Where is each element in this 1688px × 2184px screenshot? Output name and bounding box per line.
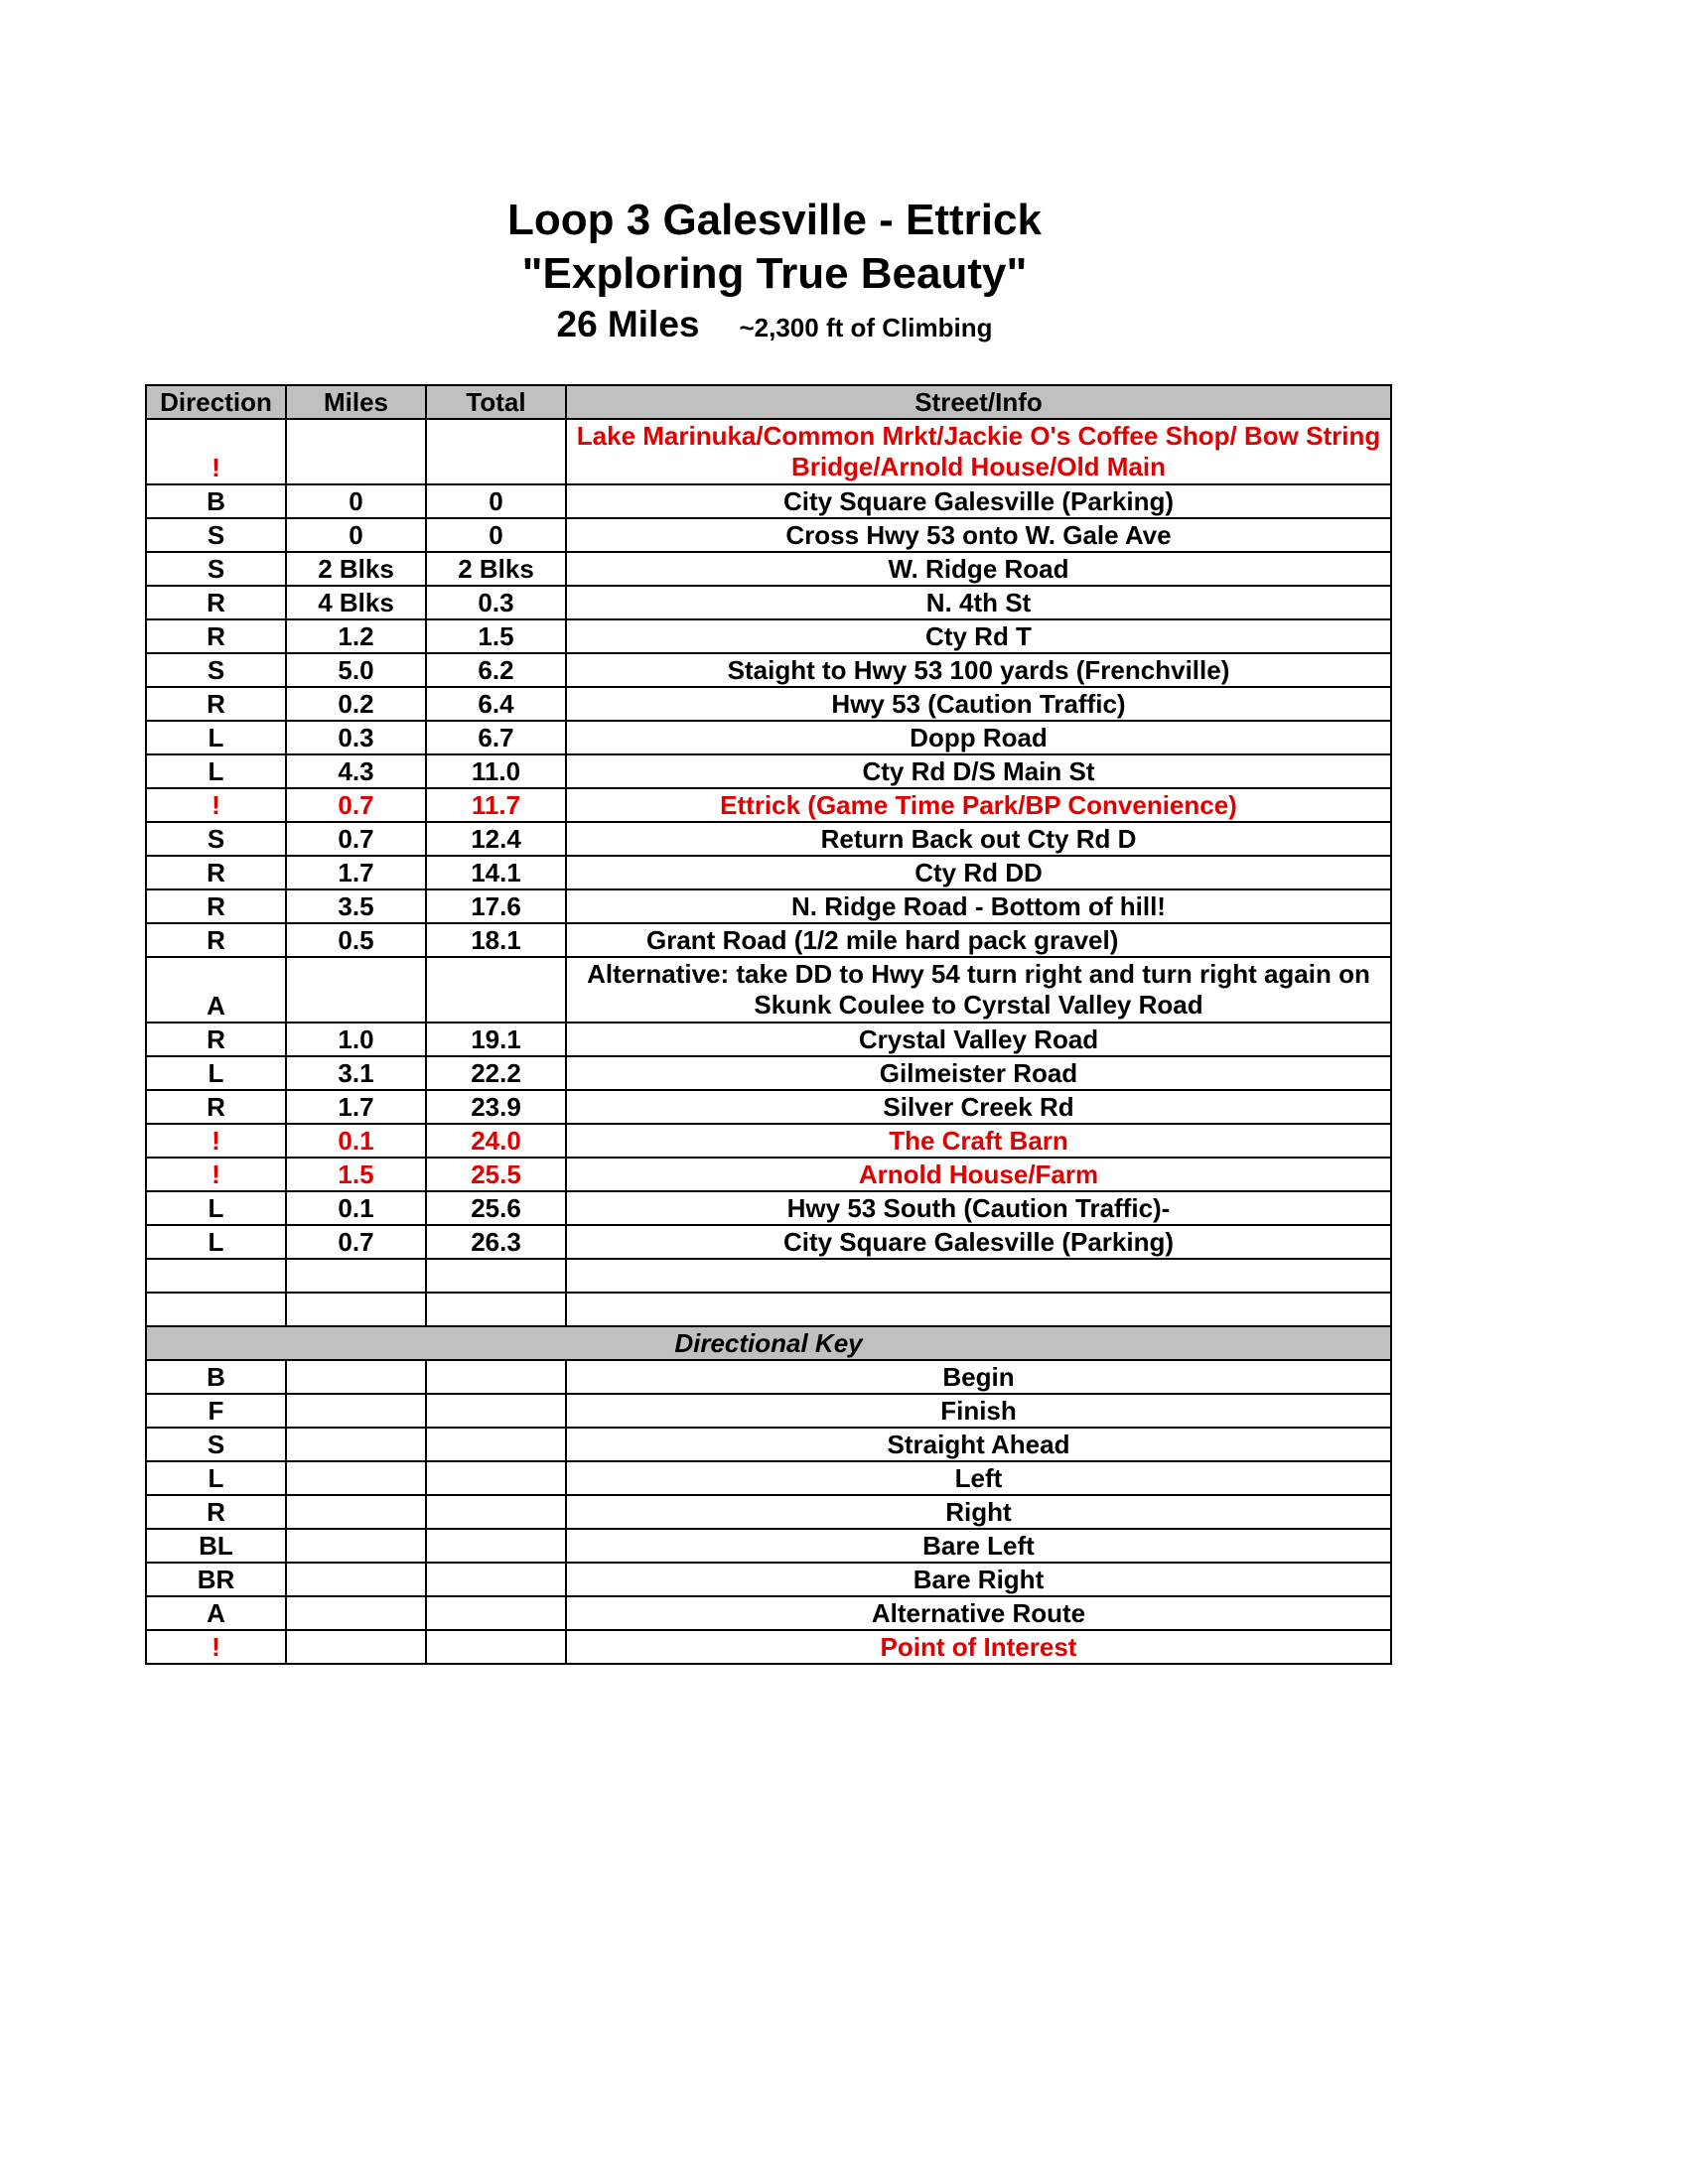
empty-cell bbox=[146, 1293, 286, 1326]
cue-miles: 0.2 bbox=[286, 687, 426, 721]
cue-info: Dopp Road bbox=[566, 721, 1391, 754]
route-distance: 26 Miles bbox=[556, 304, 700, 344]
key-code: B bbox=[146, 1360, 286, 1394]
cue-info: N. Ridge Road - Bottom of hill! bbox=[566, 889, 1391, 923]
cue-total bbox=[426, 957, 566, 1023]
cue-direction: R bbox=[146, 687, 286, 721]
empty-cell bbox=[426, 1394, 566, 1428]
cue-direction: R bbox=[146, 889, 286, 923]
cue-row bbox=[146, 957, 1391, 1023]
cue-direction: S bbox=[146, 552, 286, 586]
cue-miles bbox=[286, 419, 426, 484]
empty-cell bbox=[426, 1563, 566, 1596]
key-meaning: Finish bbox=[566, 1394, 1391, 1428]
cue-row bbox=[146, 856, 1391, 889]
key-row bbox=[146, 1495, 1391, 1529]
key-meaning: Right bbox=[566, 1495, 1391, 1529]
key-meaning: Alternative Route bbox=[566, 1596, 1391, 1630]
cue-row bbox=[146, 1124, 1391, 1158]
cue-direction: ! bbox=[146, 1124, 286, 1158]
empty-cell bbox=[426, 1495, 566, 1529]
empty-cell bbox=[286, 1630, 426, 1664]
cue-info: W. Ridge Road bbox=[566, 552, 1391, 586]
cue-row bbox=[146, 1158, 1391, 1191]
cue-total: 0 bbox=[426, 484, 566, 518]
cue-direction: L bbox=[146, 1225, 286, 1259]
empty-cell bbox=[426, 1461, 566, 1495]
header-total: Total bbox=[426, 385, 566, 419]
cue-direction: L bbox=[146, 721, 286, 754]
cue-row bbox=[146, 518, 1391, 552]
cue-direction: R bbox=[146, 1023, 286, 1056]
cue-total bbox=[426, 419, 566, 484]
cue-row bbox=[146, 586, 1391, 619]
empty-cell bbox=[286, 1563, 426, 1596]
key-row bbox=[146, 1461, 1391, 1495]
key-meaning: Straight Ahead bbox=[566, 1428, 1391, 1461]
cue-miles: 2 Blks bbox=[286, 552, 426, 586]
key-code: F bbox=[146, 1394, 286, 1428]
cue-info: Lake Marinuka/Common Mrkt/Jackie O's Coffee Shop/ Bow String Bridge/Arnold House/Old Main bbox=[566, 419, 1391, 484]
cue-info: Ettrick (Game Time Park/BP Convenience) bbox=[566, 788, 1391, 822]
cue-miles: 4 Blks bbox=[286, 586, 426, 619]
key-code: BR bbox=[146, 1563, 286, 1596]
cue-miles: 5.0 bbox=[286, 653, 426, 687]
cue-info: Hwy 53 South (Caution Traffic)- bbox=[566, 1191, 1391, 1225]
cue-row bbox=[146, 822, 1391, 856]
route-subtitle: "Exploring True Beauty" bbox=[521, 249, 1028, 298]
cue-row bbox=[146, 721, 1391, 754]
key-meaning: Bare Right bbox=[566, 1563, 1391, 1596]
cue-direction: L bbox=[146, 1056, 286, 1090]
cue-miles: 0.5 bbox=[286, 923, 426, 957]
key-row bbox=[146, 1630, 1391, 1664]
cue-info: Gilmeister Road bbox=[566, 1056, 1391, 1090]
route-summary bbox=[0, 302, 1549, 350]
cue-info: Staight to Hwy 53 100 yards (Frenchville) bbox=[566, 653, 1391, 687]
key-code: A bbox=[146, 1596, 286, 1630]
cue-total: 23.9 bbox=[426, 1090, 566, 1124]
key-code: R bbox=[146, 1495, 286, 1529]
header-miles: Miles bbox=[286, 385, 426, 419]
cue-row bbox=[146, 754, 1391, 788]
cue-miles: 0.7 bbox=[286, 822, 426, 856]
empty-cell bbox=[286, 1461, 426, 1495]
cue-total: 2 Blks bbox=[426, 552, 566, 586]
cue-row bbox=[146, 1090, 1391, 1124]
empty-cell bbox=[286, 1293, 426, 1326]
cue-total: 25.5 bbox=[426, 1158, 566, 1191]
cue-info: Crystal Valley Road bbox=[566, 1023, 1391, 1056]
key-meaning: Point of Interest bbox=[566, 1630, 1391, 1664]
empty-cell bbox=[426, 1596, 566, 1630]
cue-row bbox=[146, 484, 1391, 518]
cue-direction: R bbox=[146, 856, 286, 889]
cue-direction: R bbox=[146, 619, 286, 653]
cue-direction: B bbox=[146, 484, 286, 518]
route-title: Loop 3 Galesville - Ettrick bbox=[507, 196, 1042, 244]
header-info: Street/Info bbox=[566, 385, 1391, 419]
cue-miles: 0.3 bbox=[286, 721, 426, 754]
cue-total: 6.2 bbox=[426, 653, 566, 687]
cue-total: 11.0 bbox=[426, 754, 566, 788]
cue-row bbox=[146, 653, 1391, 687]
cue-direction: L bbox=[146, 754, 286, 788]
key-meaning: Begin bbox=[566, 1360, 1391, 1394]
key-code: S bbox=[146, 1428, 286, 1461]
empty-row bbox=[146, 1259, 1391, 1293]
cue-total: 25.6 bbox=[426, 1191, 566, 1225]
cue-miles: 1.5 bbox=[286, 1158, 426, 1191]
empty-cell bbox=[286, 1259, 426, 1293]
key-code: ! bbox=[146, 1630, 286, 1664]
cue-miles: 0.1 bbox=[286, 1191, 426, 1225]
cue-direction: S bbox=[146, 822, 286, 856]
cue-row bbox=[146, 619, 1391, 653]
empty-cell bbox=[146, 1259, 286, 1293]
cue-total: 14.1 bbox=[426, 856, 566, 889]
empty-cell bbox=[426, 1293, 566, 1326]
key-title: Directional Key bbox=[146, 1326, 1391, 1360]
cue-info: Silver Creek Rd bbox=[566, 1090, 1391, 1124]
cue-row bbox=[146, 687, 1391, 721]
empty-cell bbox=[286, 1360, 426, 1394]
route-climbing: ~2,300 ft of Climbing bbox=[739, 313, 993, 342]
table-header-row bbox=[146, 385, 1391, 419]
cue-total: 0 bbox=[426, 518, 566, 552]
key-code: L bbox=[146, 1461, 286, 1495]
cue-info: The Craft Barn bbox=[566, 1124, 1391, 1158]
cue-total: 6.7 bbox=[426, 721, 566, 754]
key-meaning: Bare Left bbox=[566, 1529, 1391, 1563]
key-row bbox=[146, 1529, 1391, 1563]
empty-cell bbox=[426, 1630, 566, 1664]
cue-info: Grant Road (1/2 mile hard pack gravel) bbox=[566, 923, 1391, 957]
cue-total: 19.1 bbox=[426, 1023, 566, 1056]
cue-info: Arnold House/Farm bbox=[566, 1158, 1391, 1191]
cue-miles: 1.7 bbox=[286, 1090, 426, 1124]
cue-direction: A bbox=[146, 957, 286, 1023]
empty-cell bbox=[286, 1596, 426, 1630]
cue-direction: ! bbox=[146, 788, 286, 822]
header-direction: Direction bbox=[146, 385, 286, 419]
key-meaning: Left bbox=[566, 1461, 1391, 1495]
key-code: BL bbox=[146, 1529, 286, 1563]
cue-total: 11.7 bbox=[426, 788, 566, 822]
cue-row bbox=[146, 1056, 1391, 1090]
cue-miles: 1.2 bbox=[286, 619, 426, 653]
empty-cell bbox=[286, 1428, 426, 1461]
empty-cell bbox=[426, 1529, 566, 1563]
cue-row bbox=[146, 1191, 1391, 1225]
empty-cell bbox=[426, 1259, 566, 1293]
cue-total: 17.6 bbox=[426, 889, 566, 923]
key-header-row bbox=[146, 1326, 1391, 1360]
cue-total: 1.5 bbox=[426, 619, 566, 653]
cue-row bbox=[146, 1023, 1391, 1056]
empty-cell bbox=[286, 1495, 426, 1529]
cue-miles: 0 bbox=[286, 484, 426, 518]
cue-info: Hwy 53 (Caution Traffic) bbox=[566, 687, 1391, 721]
cue-direction: S bbox=[146, 653, 286, 687]
cue-miles: 0.7 bbox=[286, 1225, 426, 1259]
cue-info: Cty Rd DD bbox=[566, 856, 1391, 889]
cue-row bbox=[146, 788, 1391, 822]
cue-info: Alternative: take DD to Hwy 54 turn right and turn right again on Skunk Coulee to Cyrstal Valley Road bbox=[566, 957, 1391, 1023]
cue-miles bbox=[286, 957, 426, 1023]
empty-cell bbox=[426, 1428, 566, 1461]
cue-miles: 3.5 bbox=[286, 889, 426, 923]
cue-direction: R bbox=[146, 586, 286, 619]
cue-info: City Square Galesville (Parking) bbox=[566, 1225, 1391, 1259]
key-row bbox=[146, 1596, 1391, 1630]
cue-total: 6.4 bbox=[426, 687, 566, 721]
cue-miles: 4.3 bbox=[286, 754, 426, 788]
cue-info: Cross Hwy 53 onto W. Gale Ave bbox=[566, 518, 1391, 552]
cue-total: 26.3 bbox=[426, 1225, 566, 1259]
empty-cell bbox=[566, 1293, 1391, 1326]
cue-total: 0.3 bbox=[426, 586, 566, 619]
empty-cell bbox=[566, 1259, 1391, 1293]
cue-total: 12.4 bbox=[426, 822, 566, 856]
cue-miles: 0.7 bbox=[286, 788, 426, 822]
cue-miles: 0.1 bbox=[286, 1124, 426, 1158]
key-row bbox=[146, 1394, 1391, 1428]
empty-cell bbox=[426, 1360, 566, 1394]
cue-row bbox=[146, 889, 1391, 923]
cue-direction: ! bbox=[146, 1158, 286, 1191]
cue-direction: S bbox=[146, 518, 286, 552]
empty-cell bbox=[286, 1529, 426, 1563]
key-row bbox=[146, 1563, 1391, 1596]
cue-miles: 3.1 bbox=[286, 1056, 426, 1090]
cue-miles: 1.7 bbox=[286, 856, 426, 889]
cue-total: 24.0 bbox=[426, 1124, 566, 1158]
cue-row bbox=[146, 552, 1391, 586]
cue-info: Return Back out Cty Rd D bbox=[566, 822, 1391, 856]
cue-info: Cty Rd T bbox=[566, 619, 1391, 653]
cue-row bbox=[146, 923, 1391, 957]
cue-direction: ! bbox=[146, 419, 286, 484]
cue-total: 18.1 bbox=[426, 923, 566, 957]
cue-direction: L bbox=[146, 1191, 286, 1225]
cue-row bbox=[146, 1225, 1391, 1259]
cue-sheet-table bbox=[145, 384, 1392, 1665]
cue-total: 22.2 bbox=[426, 1056, 566, 1090]
cue-miles: 0 bbox=[286, 518, 426, 552]
cue-info: Cty Rd D/S Main St bbox=[566, 754, 1391, 788]
cue-direction: R bbox=[146, 1090, 286, 1124]
key-row bbox=[146, 1428, 1391, 1461]
cue-direction: R bbox=[146, 923, 286, 957]
empty-row bbox=[146, 1293, 1391, 1326]
cue-info: City Square Galesville (Parking) bbox=[566, 484, 1391, 518]
empty-cell bbox=[286, 1394, 426, 1428]
cue-info: N. 4th St bbox=[566, 586, 1391, 619]
cue-row bbox=[146, 419, 1391, 484]
key-row bbox=[146, 1360, 1391, 1394]
cue-miles: 1.0 bbox=[286, 1023, 426, 1056]
